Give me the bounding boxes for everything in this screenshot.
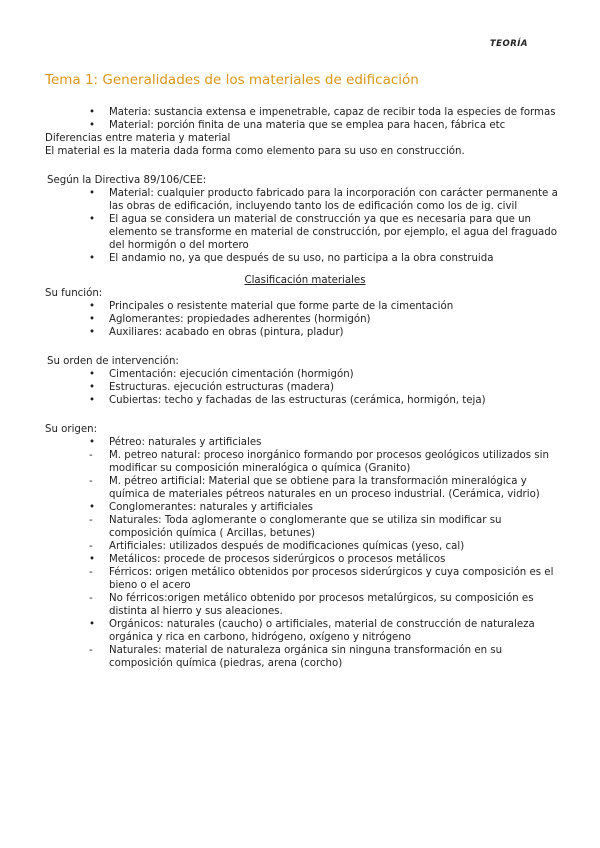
bullet-icon: • [89, 437, 96, 448]
list-item: - No férricos:origen metálico obtenido por procesos metalúrgicos, su composición es distinta al hierro y sus aleaciones. [89, 593, 534, 617]
list-item: • Principales o resistente material que forme parte de la cimentación [89, 301, 454, 312]
list-item: • Materia: sustancia extensa e impenetrable, capaz de recibir toda la especies de formas [89, 107, 556, 118]
dash-icon: - [89, 541, 93, 552]
section-heading: Su orden de intervención: [47, 356, 179, 367]
list-item: • Metálicos: procede de procesos siderúrgicos o procesos metálicos [89, 554, 446, 565]
dash-icon: - [89, 476, 93, 487]
list-item: • Cubiertas: techo y fachadas de las estructuras (cerámica, hormigón, teja) [89, 395, 486, 406]
list-item: • Cimentación: ejecución cimentación (hormigón) [89, 369, 354, 380]
list-item: • Estructuras. ejecución estructuras (madera) [89, 382, 334, 393]
paragraph: El material es la materia dada forma como elemento para su uso en construcción. [45, 146, 465, 157]
list-item: • Auxiliares: acabado en obras (pintura, pladur) [89, 327, 344, 338]
bullet-icon: • [89, 214, 96, 225]
bullet-icon: • [89, 314, 96, 325]
bullet-icon: • [89, 369, 96, 380]
dash-icon: - [89, 567, 93, 578]
page-title: Tema 1: Generalidades de los materiales de edificación [45, 72, 419, 88]
bullet-icon: • [89, 382, 96, 393]
list-item: • El andamio no, ya que después de su uso, no participa a la obra construida [89, 253, 494, 264]
list-item: • El agua se considera un material de construcción ya que es necesaria para que un elemento se transforme en material de construcción, por ejemplo, el agua del fraguado del hormigón o del mortero [89, 214, 557, 251]
bullet-icon: • [89, 107, 96, 118]
section-title: Clasificación materiales [244, 275, 366, 286]
bullet-icon: • [89, 188, 96, 199]
dash-icon: - [89, 450, 93, 461]
list-item: • Material: porción finita de una materia que se emplea para hacen, fábrica etc [89, 120, 506, 131]
bullet-icon: • [89, 554, 96, 565]
header-tag: TEORÍA [489, 39, 528, 49]
section-heading: Según la Directiva 89/106/CEE: [47, 175, 207, 186]
bullet-icon: • [89, 619, 96, 630]
list-item: - Férricos: origen metálico obtenidos por procesos siderúrgicos y cuya composición es el bieno o el acero [89, 567, 554, 591]
bullet-icon: • [89, 502, 96, 513]
bullet-icon: • [89, 327, 96, 338]
bullet-icon: • [89, 301, 96, 312]
bullet-icon: • [89, 120, 96, 131]
list-item: • Conglomerantes: naturales y artificiales [89, 502, 313, 513]
dash-icon: - [89, 645, 93, 656]
section-heading: Su función: [45, 288, 103, 299]
bullet-icon: • [89, 395, 96, 406]
origin-list [45, 436, 565, 670]
section-heading: Su origen: [45, 424, 98, 435]
list-item: • Orgánicos: naturales (caucho) o artificiales, material de construcción de naturaleza orgánica y rica en carbono, hidrógeno, oxígeno y nitrógeno [89, 619, 535, 643]
list-item: • Pétreo: naturales y artificiales [89, 437, 262, 448]
dash-icon: - [89, 515, 93, 526]
list-item: - Naturales: Toda aglomerante o conglomerante que se utiliza sin modificar su composición química ( Arcillas, betunes) [89, 515, 502, 539]
list-item: - M. petreo natural: proceso inorgánico formando por procesos geológicos utilizados sin modificar su composición mineralógica o química (Granito) [89, 450, 549, 474]
list-item: - Naturales: material de naturaleza orgánica sin ninguna transformación en su composición química (piedras, arena (corcho) [89, 645, 503, 669]
list-item: • Aglomerantes: propiedades adherentes (hormigón) [89, 314, 371, 325]
dash-icon: - [89, 593, 93, 604]
list-item: - M. pétreo artificial: Material que se obtiene para la transformación mineralógica y química de materiales pétreos naturales en un proceso industrial. (Cerámica, vidrio) [89, 476, 540, 500]
document-body [45, 106, 565, 670]
list-item: • Material: cualquier producto fabricado para la incorporación con carácter permanente a las obras de edificación, incluyendo tanto los de edificación como los de ig. civil [89, 188, 558, 212]
list-item: - Artificiales: utilizados después de modificaciones químicas (yeso, cal) [89, 541, 465, 552]
section-heading: Diferencias entre materia y material [45, 133, 231, 144]
bullet-icon: • [89, 253, 96, 264]
